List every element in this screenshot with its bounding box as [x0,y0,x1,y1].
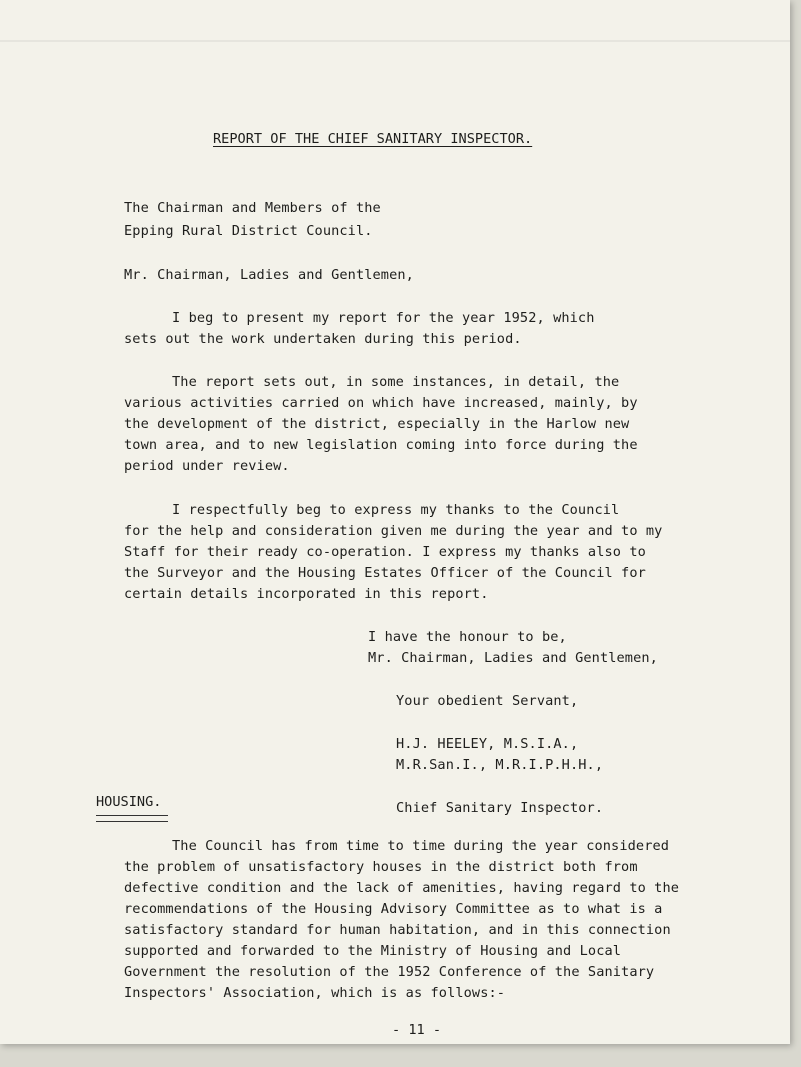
paragraph-1-line-2: sets out the work undertaken during this period. [124,331,522,347]
paragraph-2-line-2: various activities carried on which have increased, mainly, by [124,395,638,411]
paragraph-2-line-4: town area, and to new legislation coming into force during the [124,437,638,453]
addressee-line-2: Epping Rural District Council. [124,223,373,239]
paragraph-3-line-2: for the help and consideration given me during the year and to my [124,523,663,539]
paragraph-3-line-5: certain details incorporated in this report. [124,586,489,602]
addressee-line-1: The Chairman and Members of the [124,200,381,216]
paragraph-3-line-1: I respectfully beg to express my thanks to the Council [172,502,620,518]
housing-line-1: The Council has from time to time during the year considered [172,838,670,854]
paragraph-3-line-4: the Surveyor and the Housing Estates Officer of the Council for [124,565,646,581]
housing-line-2: the problem of unsatisfactory houses in the district both from [124,859,638,875]
housing-line-7: Government the resolution of the 1952 Conference of the Sanitary [124,964,655,980]
housing-heading: HOUSING. [96,794,162,810]
heading-double-underline [96,815,168,822]
signature-line-2: M.R.San.I., M.R.I.P.H.H., [396,757,604,773]
valediction: Your obedient Servant, [396,693,579,709]
housing-line-8: Inspectors' Association, which is as follows:- [124,985,506,1001]
closing-line-2: Mr. Chairman, Ladies and Gentlemen, [368,650,658,666]
paragraph-3-line-3: Staff for their ready co-operation. I express my thanks also to [124,544,646,560]
signatory-title: Chief Sanitary Inspector. [396,800,604,816]
paragraph-2-line-1: The report sets out, in some instances, in detail, the [172,374,620,390]
paragraph-2-line-5: period under review. [124,458,290,474]
closing-line-1: I have the honour to be, [368,629,567,645]
housing-line-6: supported and forwarded to the Ministry of Housing and Local [124,943,622,959]
paragraph-1-line-1: I beg to present my report for the year 1952, which [172,310,595,326]
paragraph-2-line-3: the development of the district, especially in the Harlow new [124,416,630,432]
page-number: - 11 - [392,1022,442,1038]
housing-line-5: satisfactory standard for human habitation, and in this connection [124,922,671,938]
signature-line-1: H.J. HEELEY, M.S.I.A., [396,736,579,752]
report-title: REPORT OF THE CHIEF SANITARY INSPECTOR. [213,131,533,147]
salutation: Mr. Chairman, Ladies and Gentlemen, [124,267,414,283]
housing-line-3: defective condition and the lack of amenities, having regard to the [124,880,680,896]
housing-line-4: recommendations of the Housing Advisory Committee as to what is a [124,901,663,917]
